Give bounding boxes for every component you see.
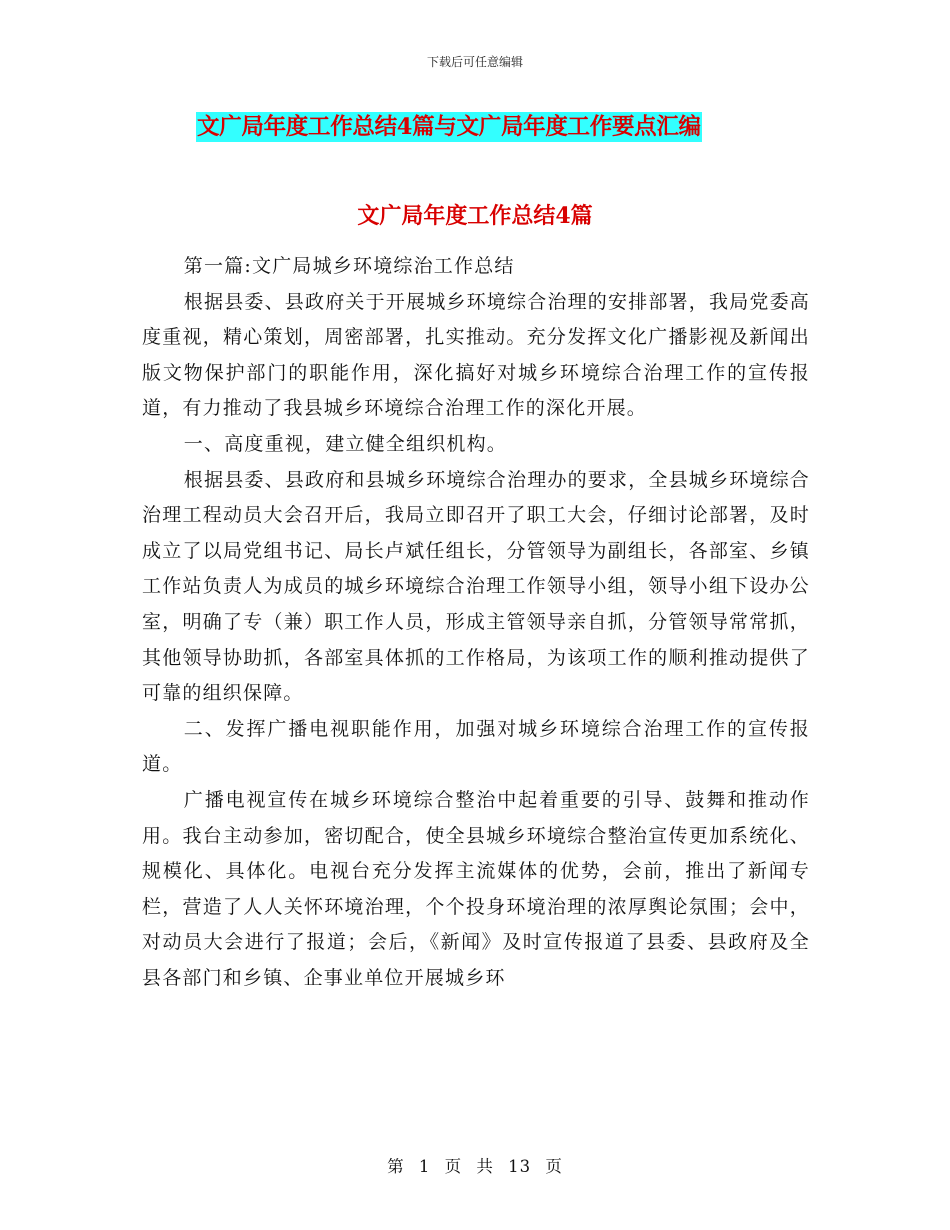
section-title: 文广局年度工作总结4篇 [357,203,593,229]
paragraph-heading: 一、高度重视，建立健全组织机构。 [183,432,507,455]
footer-page-number: 1 [418,1157,431,1176]
paragraph-subheading: 第一篇:文广局城乡环境综治工作总结 [183,255,515,277]
document-body [142,249,810,996]
main-title-container [196,112,702,142]
footer-suffix: 页 [545,1157,563,1176]
footer-prefix: 第 [387,1157,405,1176]
paragraph: 广播电视宣传在城乡环境综合整治中起着重要的引导、鼓舞和推动作用。我台主动参加，密切配合，使全县城乡环境综合整治宣传更加系统化、规模化、具体化。电视台充分发挥主流媒体的优势，会前，推出了新闻专栏，营造了人人关怀环境治理，个个投身环境治理的浓厚舆论氛围；会中，对动员大会进行了报道；会后，《新闻》及时宣传报道了县委、县政府及全县各部门和乡镇、企事业单位开展城乡环 [142,788,810,989]
main-title: 文广局年度工作总结4篇与文广局年度工作要点汇编 [197,114,701,140]
paragraph: 根据县委、县政府和县城乡环境综合治理办的要求，全县城乡环境综合治理工程动员大会召开后，我局立即召开了职工大会，仔细讨论部署，及时成立了以局党组书记、局长卢斌任组长，分管领导为副组长，各部室、乡镇工作站负责人为成员的城乡环境综合治理工作领导小组，领导小组下设办公室，明确了专（兼）职工作人员，形成主管领导亲自抓，分管领导常常抓，其他领导协助抓，各部室具体抓的工作格局，为该项工作的顺利推动提供了可靠的组织保障。 [142,468,810,705]
footer-total-pages: 13 [508,1157,532,1176]
footer-total-word: 共 [476,1157,494,1176]
page-footer [0,1153,950,1177]
paragraph-heading: 二、发挥广播电视职能作用，加强对城乡环境综合治理工作的宣传报道。 [142,717,810,776]
footer-page-word: 页 [444,1157,463,1176]
paragraph: 根据县委、县政府关于开展城乡环境综合治理的安排部署，我局党委高度重视，精心策划，周密部署，扎实推动。充分发挥文化广播影视及新闻出版文物保护部门的职能作用，深化搞好对城乡环境综合治理工作的宣传报道，有力推动了我县城乡环境综合治理工作的深化开展。 [142,290,810,420]
page-header-note: 下载后可任意编辑 [426,55,523,69]
